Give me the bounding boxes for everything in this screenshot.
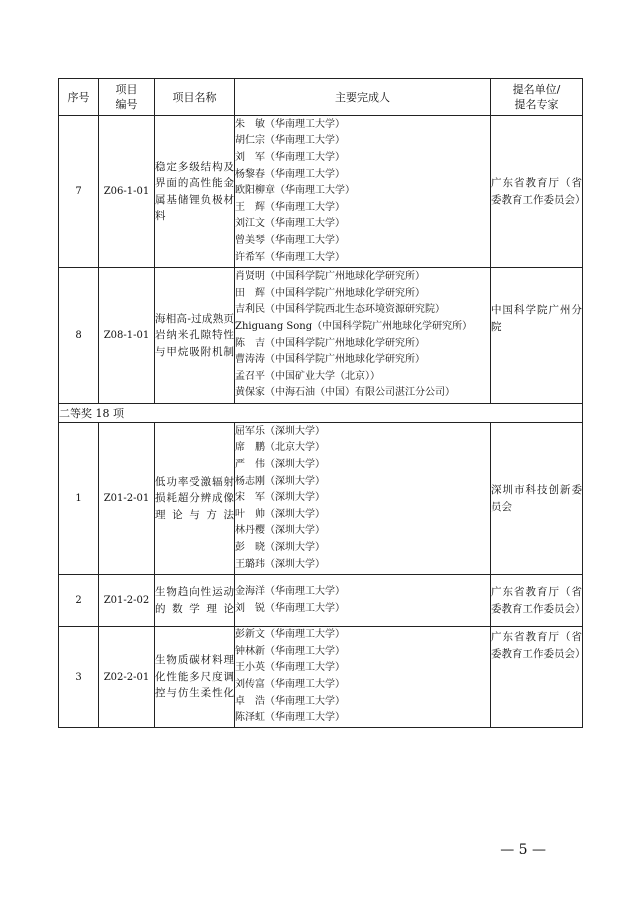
person: 王小英（华南理工大学） xyxy=(235,662,345,674)
row-project-name: 生物质碳材料理化性能多尺度调控与仿生柔性化 xyxy=(155,627,235,728)
header-unit-line1: 提名单位/ xyxy=(512,83,561,96)
header-code-line2: 编号 xyxy=(115,98,138,111)
person: 王 辉（华南理工大学） xyxy=(235,201,345,213)
person: 卓 浩（华南理工大学） xyxy=(235,695,345,707)
row-nominator: 中国科学院广州分院 xyxy=(491,268,583,404)
person: 王璐玮（深圳大学） xyxy=(235,558,325,570)
row-seq: 2 xyxy=(59,575,99,627)
person: 陈泽虹（华南理工大学） xyxy=(235,712,345,724)
section-title: 二等奖 18 项 xyxy=(59,404,583,423)
person: 钟林新（华南理工大学） xyxy=(235,645,345,657)
row-people xyxy=(235,627,491,728)
row-seq: 7 xyxy=(59,116,99,268)
table-row xyxy=(59,575,583,627)
person: 刘 锐（华南理工大学） xyxy=(235,602,345,614)
person: 杨志刚（深圳大学） xyxy=(235,475,325,487)
page-number-text: — 5 — xyxy=(500,842,546,858)
person: Zhiguang Song（中国科学院广州地球化学研究所） xyxy=(235,320,473,332)
header-unit xyxy=(491,79,583,116)
person: 席 鹏（北京大学） xyxy=(235,442,325,454)
row-nominator: 广东省教育厅（省委教育工作委员会） xyxy=(491,575,583,627)
person: 肖贤明（中国科学院广州地球化学研究所） xyxy=(235,271,425,283)
person: 许希军（华南理工大学） xyxy=(235,251,345,263)
table-row xyxy=(59,627,583,728)
person: 孟召平（中国矿业大学（北京）） xyxy=(235,370,380,382)
row-seq: 1 xyxy=(59,423,99,575)
table-row xyxy=(59,268,583,404)
row-project-name: 低功率受激辐射损耗超分辨成像理论与方法 xyxy=(155,423,235,575)
row-seq: 3 xyxy=(59,627,99,728)
header-people: 主要完成人 xyxy=(235,79,491,116)
row-code: Z01-2-02 xyxy=(99,575,155,627)
person: 朱 敏（华南理工大学） xyxy=(235,118,345,130)
person: 陈 吉（中国科学院广州地球化学研究所） xyxy=(235,337,425,349)
awards-table xyxy=(58,78,586,728)
header-seq: 序号 xyxy=(59,79,99,116)
person: 宋 军（深圳大学） xyxy=(235,492,325,504)
person: 林丹樱（深圳大学） xyxy=(235,525,325,537)
person: 刘 军（华南理工大学） xyxy=(235,152,345,164)
person: 欧阳柳章（华南理工大学） xyxy=(235,185,355,197)
header-unit-line2: 提名专家 xyxy=(514,98,559,111)
row-people xyxy=(235,268,491,404)
person: 黄保家（中海石油（中国）有限公司湛江分公司） xyxy=(235,387,455,399)
table-header-row xyxy=(59,79,583,116)
person: 彭新文（华南理工大学） xyxy=(235,629,345,641)
row-code: Z01-2-01 xyxy=(99,423,155,575)
person: 刘江文（华南理工大学） xyxy=(235,218,345,230)
person: 杨黎春（华南理工大学） xyxy=(235,168,345,180)
person: 叶 帅（深圳大学） xyxy=(235,508,325,520)
row-people xyxy=(235,116,491,268)
row-code: Z08-1-01 xyxy=(99,268,155,404)
row-people xyxy=(235,575,491,627)
person: 胡仁宗（华南理工大学） xyxy=(235,135,345,147)
table-row xyxy=(59,423,583,575)
header-code xyxy=(99,79,155,116)
person: 金海洋（华南理工大学） xyxy=(235,585,345,597)
section-row xyxy=(59,404,583,423)
row-people xyxy=(235,423,491,575)
header-name: 项目名称 xyxy=(155,79,235,116)
header-code-line1: 项目 xyxy=(115,83,138,96)
person: 刘传富（华南理工大学） xyxy=(235,679,345,690)
person: 田 辉（中国科学院广州地球化学研究所） xyxy=(235,287,425,299)
row-project-name: 稳定多级结构及界面的高性能金属基储锂负极材料 xyxy=(155,116,235,268)
table-row xyxy=(59,116,583,268)
row-project-name: 海相高-过成熟页岩纳米孔隙特性与甲烷吸附机制 xyxy=(155,268,235,404)
person: 曾美琴（华南理工大学） xyxy=(235,234,345,246)
person: 严 伟（深圳大学） xyxy=(235,459,325,471)
row-nominator: 广东省教育厅（省委教育工作委员会） xyxy=(491,116,583,268)
row-nominator: 广东省教育厅（省委教育工作委员会） xyxy=(491,627,583,728)
person: 彭 晓（深圳大学） xyxy=(235,541,325,553)
row-seq: 8 xyxy=(59,268,99,404)
row-project-name: 生物趋向性运动的数学理论 xyxy=(155,575,235,627)
row-code: Z02-2-01 xyxy=(99,627,155,728)
person: 吉利民（中国科学院西北生态环境资源研究院） xyxy=(235,304,445,316)
person: 曹涛涛（中国科学院广州地球化学研究所） xyxy=(235,354,425,366)
row-code: Z06-1-01 xyxy=(99,116,155,268)
row-nominator: 深圳市科技创新委员会 xyxy=(491,423,583,575)
person: 屈军乐（深圳大学） xyxy=(235,425,325,437)
page-number xyxy=(0,842,640,858)
